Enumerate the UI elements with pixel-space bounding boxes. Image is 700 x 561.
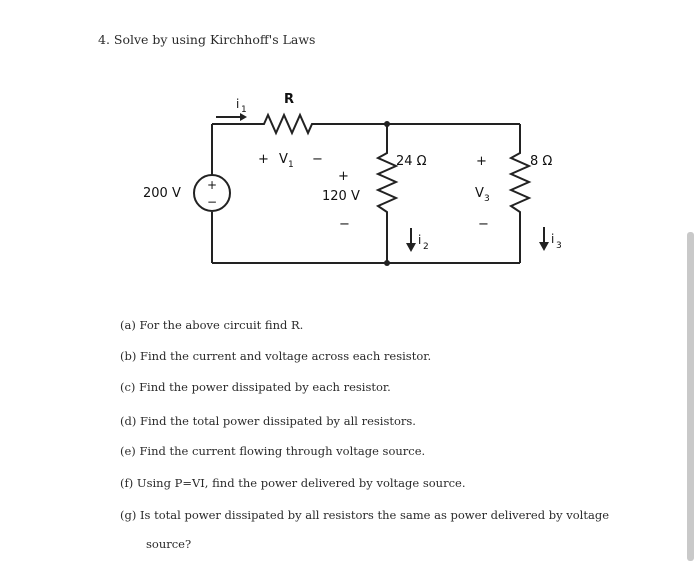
question-letter: (f) xyxy=(120,476,134,490)
vertical-scrollbar[interactable] xyxy=(687,232,694,561)
source-minus: − xyxy=(206,195,218,209)
v3-plus: + xyxy=(476,154,487,169)
question-text: Find the current flowing through voltage source. xyxy=(139,444,426,458)
v1-minus: − xyxy=(312,152,323,167)
source-plus: + xyxy=(206,178,218,192)
question-letter: (g) xyxy=(120,508,137,522)
resistor-r-label: R xyxy=(284,92,295,107)
question-text: Using P=VI, find the power delivered by voltage source. xyxy=(136,476,466,490)
question-g xyxy=(120,508,609,522)
question-text: Is total power dissipated by all resistors the same as power delivered by voltage xyxy=(140,508,610,522)
question-f xyxy=(120,476,465,490)
question-g-continued: source? xyxy=(146,537,192,551)
v120-label: 120 V xyxy=(322,189,360,204)
v1-plus: + xyxy=(258,152,269,167)
i3-sub: 3 xyxy=(556,241,562,251)
i2-sub: 2 xyxy=(423,242,429,252)
i1-sub: 1 xyxy=(241,105,247,115)
r8-label: 8 Ω xyxy=(530,154,553,169)
source-voltage-label: 200 V xyxy=(143,186,181,201)
question-letter: (a) xyxy=(120,318,136,332)
v3-label: V xyxy=(475,186,484,201)
i2-label: i xyxy=(418,233,422,247)
question-text: Find the power dissipated by each resistor. xyxy=(139,380,391,394)
question-c xyxy=(120,380,391,394)
question-a xyxy=(120,318,303,332)
v1-label: V xyxy=(279,152,288,167)
question-text: Find the current and voltage across each resistor. xyxy=(140,349,432,363)
v120-minus: − xyxy=(339,217,350,232)
question-b xyxy=(120,349,431,363)
v1-sub: 1 xyxy=(288,160,294,170)
v3-minus: − xyxy=(478,217,489,232)
v3-sub: 3 xyxy=(484,194,490,204)
i1-label: i xyxy=(236,97,240,111)
question-e xyxy=(120,444,425,458)
i3-label: i xyxy=(551,232,555,246)
question-letter: (e) xyxy=(120,444,136,458)
question-d xyxy=(120,414,416,428)
r24-label: 24 Ω xyxy=(396,154,427,169)
question-letter: (d) xyxy=(120,414,137,428)
question-text: For the above circuit find R. xyxy=(139,318,304,332)
problem-title: 4. Solve by using Kirchhoff's Laws xyxy=(98,32,316,47)
question-letter: (b) xyxy=(120,349,137,363)
question-text: Find the total power dissipated by all resistors. xyxy=(140,414,416,428)
v120-plus: + xyxy=(338,169,349,184)
question-letter: (c) xyxy=(120,380,136,394)
